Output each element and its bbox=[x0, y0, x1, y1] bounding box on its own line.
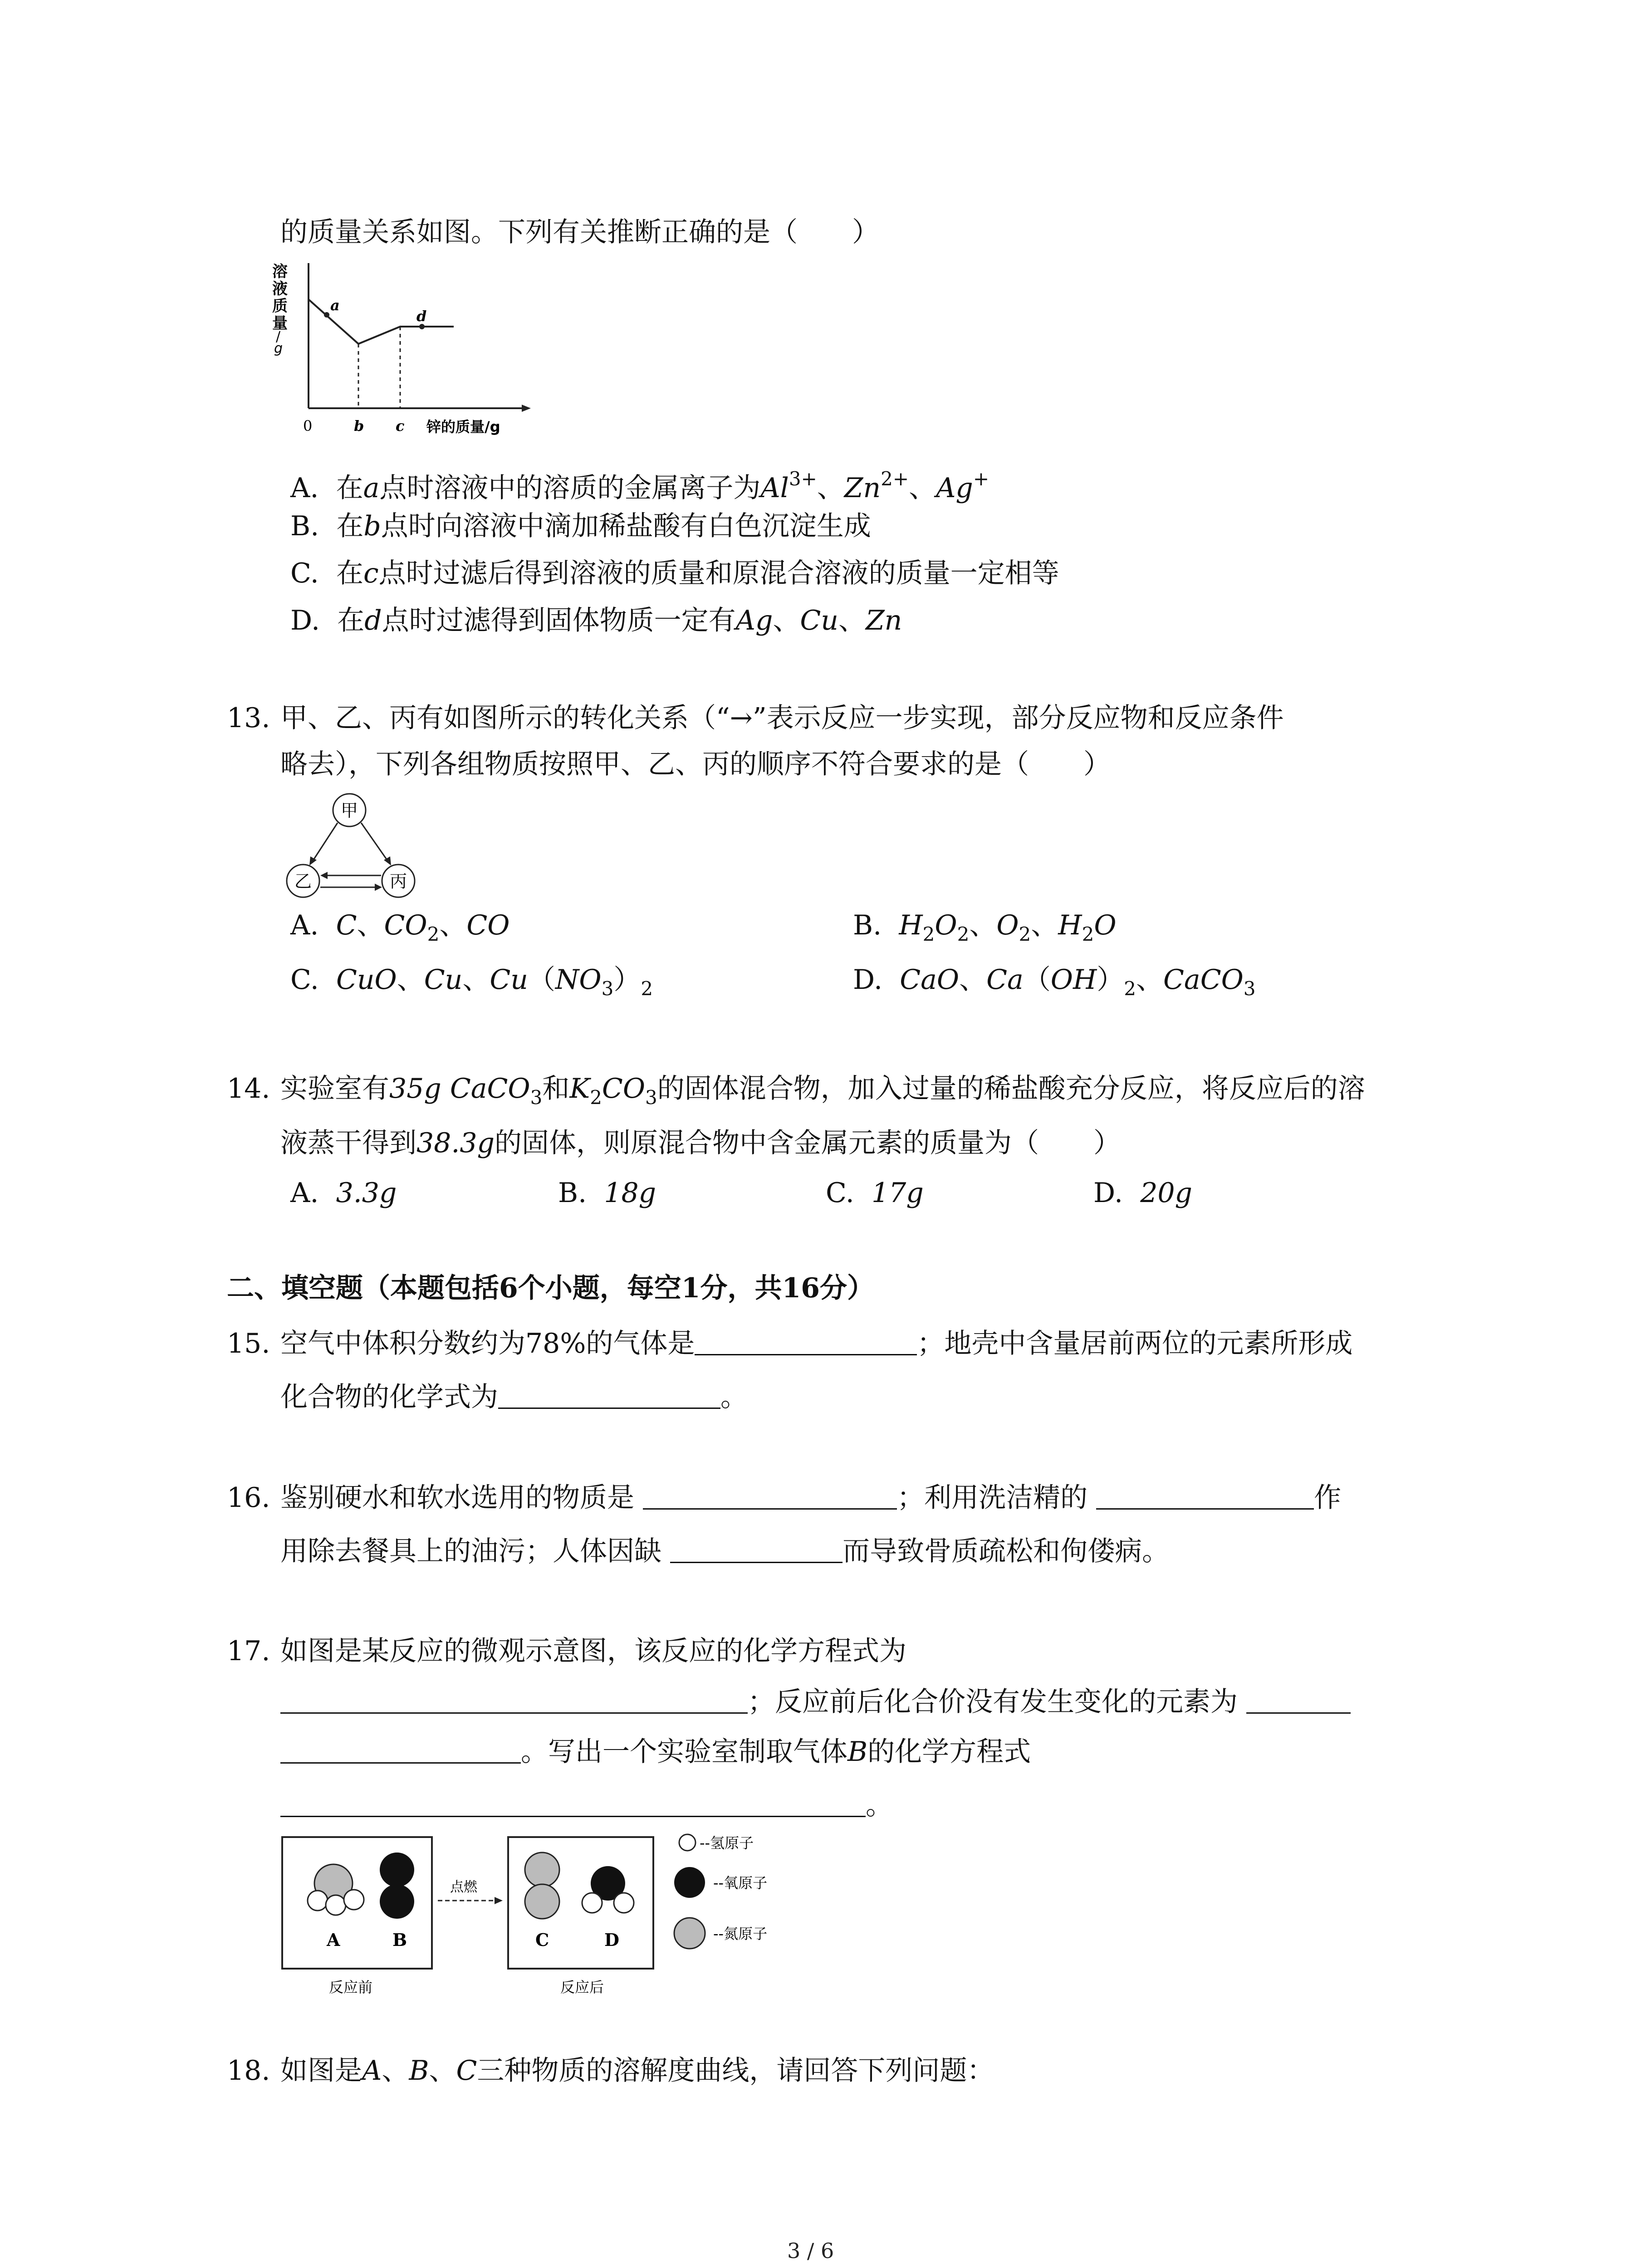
q14-line1: 实验室有35g CaCO$_3$和$K_2CO_3$的固体混合物，加入过量的稀盐酸充分反应，将反应后的溶 bbox=[280, 1073, 1365, 1109]
q16-blank-3[interactable] bbox=[670, 1537, 843, 1563]
q12-option-a: A. 在a点时溶液中的溶质的金属离子为$Al^{3+}$、$Zn^{2+}$、Ag+ bbox=[290, 468, 989, 504]
q17-figure bbox=[281, 1833, 962, 2005]
q15-blank-2[interactable] bbox=[498, 1383, 720, 1409]
q17-blank-1[interactable] bbox=[280, 1688, 748, 1714]
q17-line2: ；反应前后化合价没有发生变化的元素为 bbox=[280, 1684, 1351, 1720]
q12-option-d: D. 在d点时过滤得到固体物质一定有Ag、Cu、Zn bbox=[290, 605, 902, 636]
y-label-char: 量 bbox=[272, 314, 288, 332]
before-caption: 反应前 bbox=[329, 1979, 373, 1996]
q17-blank-2[interactable] bbox=[1246, 1688, 1351, 1714]
q16-number: 16. bbox=[227, 1482, 270, 1514]
y-label-char: 溶 bbox=[272, 263, 288, 281]
q17-line1: 如图是某反应的微观示意图，该反应的化学方程式为 bbox=[280, 1635, 906, 1667]
q14-number: 14. bbox=[227, 1073, 270, 1105]
q12-graph-y-label bbox=[272, 263, 288, 357]
q13-stem-line2: 略去），下列各组物质按照甲、乙、丙的顺序不符合要求的是（ ） bbox=[280, 748, 1111, 780]
point-d-label: d bbox=[416, 308, 427, 325]
q12-stem-tail: 的质量关系如图。下列有关推断正确的是（ ） bbox=[280, 216, 879, 248]
q14-option-b: B. 18g bbox=[558, 1177, 656, 1209]
q15-blank-1[interactable] bbox=[695, 1330, 917, 1355]
label-c: C bbox=[535, 1930, 549, 1950]
y-label-char: 液 bbox=[272, 280, 288, 298]
point-b-label: b bbox=[354, 417, 364, 435]
after-caption: 反应后 bbox=[560, 1979, 604, 1996]
label-a: A bbox=[327, 1930, 340, 1950]
q14-option-a: A. 3.3g bbox=[290, 1177, 397, 1209]
section-title: 二、填空题（本题包括6个小题，每空1分，共16分） bbox=[227, 1272, 874, 1304]
q16-blank-1[interactable] bbox=[643, 1484, 897, 1510]
q12-option-b: B. 在b点时向溶液中滴加稀盐酸有白色沉淀生成 bbox=[290, 510, 871, 542]
origin-label: 0 bbox=[303, 417, 313, 435]
q15-number: 15. bbox=[227, 1328, 270, 1359]
hydrogen-atom-icon bbox=[679, 1834, 696, 1851]
nitrogen-atom-icon bbox=[674, 1918, 705, 1949]
oxygen-atom-icon bbox=[674, 1867, 705, 1898]
q16-line2: 用除去餐具上的油污；人体因缺 而导致骨质疏松和佝偻病。 bbox=[280, 1535, 1170, 1567]
page-number: 3 / 6 bbox=[787, 2239, 834, 2263]
q18-number: 18. bbox=[227, 2055, 270, 2087]
point-a-label: a bbox=[330, 297, 340, 314]
node-bing: 丙 bbox=[389, 871, 407, 891]
q14-option-d: D. 20g bbox=[1093, 1177, 1192, 1209]
legend-nitrogen: --氮原子 bbox=[713, 1925, 768, 1942]
legend-oxygen: --氧原子 bbox=[713, 1874, 768, 1892]
q17-blank-3[interactable] bbox=[280, 1738, 521, 1764]
q13-option-b: B. $H_2O_2$、$O_2$、$H_2O$ bbox=[853, 909, 1117, 945]
point-c-label: c bbox=[396, 417, 405, 435]
q13-number: 13. bbox=[227, 702, 270, 734]
arrow-label: 点燃 bbox=[450, 1879, 477, 1895]
node-jia: 甲 bbox=[340, 801, 358, 821]
q14-option-c: C. 17g bbox=[826, 1177, 924, 1209]
q17-number: 17. bbox=[227, 1635, 270, 1667]
q15-line1: 空气中体积分数约为78%的气体是 ；地壳中含量居前两位的元素所形成 bbox=[280, 1328, 1353, 1359]
q16-line1: 鉴别硬水和软水选用的物质是 ；利用洗洁精的 作 bbox=[280, 1482, 1342, 1514]
q17-line3: 。写出一个实验室制取气体B的化学方程式 bbox=[280, 1734, 1031, 1770]
label-b: B bbox=[392, 1930, 407, 1950]
node-yi: 乙 bbox=[294, 871, 312, 891]
q12-option-c: C. 在c点时过滤后得到溶液的质量和原混合溶液的质量一定相等 bbox=[290, 557, 1059, 589]
q14-line2: 液蒸干得到38.3g的固体，则原混合物中含金属元素的质量为（ ） bbox=[280, 1127, 1121, 1159]
q17-line4: 。 bbox=[280, 1787, 893, 1823]
label-d: D bbox=[604, 1930, 619, 1950]
y-label-char: 质 bbox=[272, 297, 288, 315]
q13-diagram bbox=[281, 789, 436, 903]
q13-option-a: A. C、$CO_2$、CO bbox=[290, 909, 510, 945]
q16-blank-2[interactable] bbox=[1096, 1484, 1314, 1510]
q15-line2: 化合物的化学式为 。 bbox=[280, 1381, 748, 1413]
q18-line1: 如图是A、B、C三种物质的溶解度曲线，请回答下列问题： bbox=[280, 2055, 994, 2087]
x-axis-label: 锌的质量/g bbox=[426, 418, 500, 435]
q12-graph bbox=[268, 259, 549, 440]
y-label-char: g bbox=[274, 341, 283, 357]
q13-option-c: C. CuO、Cu、$Cu(NO_3)_2$ bbox=[290, 964, 653, 1000]
y-label-char: / bbox=[276, 329, 281, 345]
legend-hydrogen: --氢原子 bbox=[700, 1834, 754, 1852]
q13-option-d: D. CaO、$Ca(OH)_2$、CaCO$_3$ bbox=[853, 964, 1256, 1000]
q13-stem-line1: 甲、乙、丙有如图所示的转化关系（“→”表示反应一步实现，部分反应物和反应条件 bbox=[280, 702, 1284, 734]
q17-blank-4[interactable] bbox=[280, 1791, 866, 1817]
